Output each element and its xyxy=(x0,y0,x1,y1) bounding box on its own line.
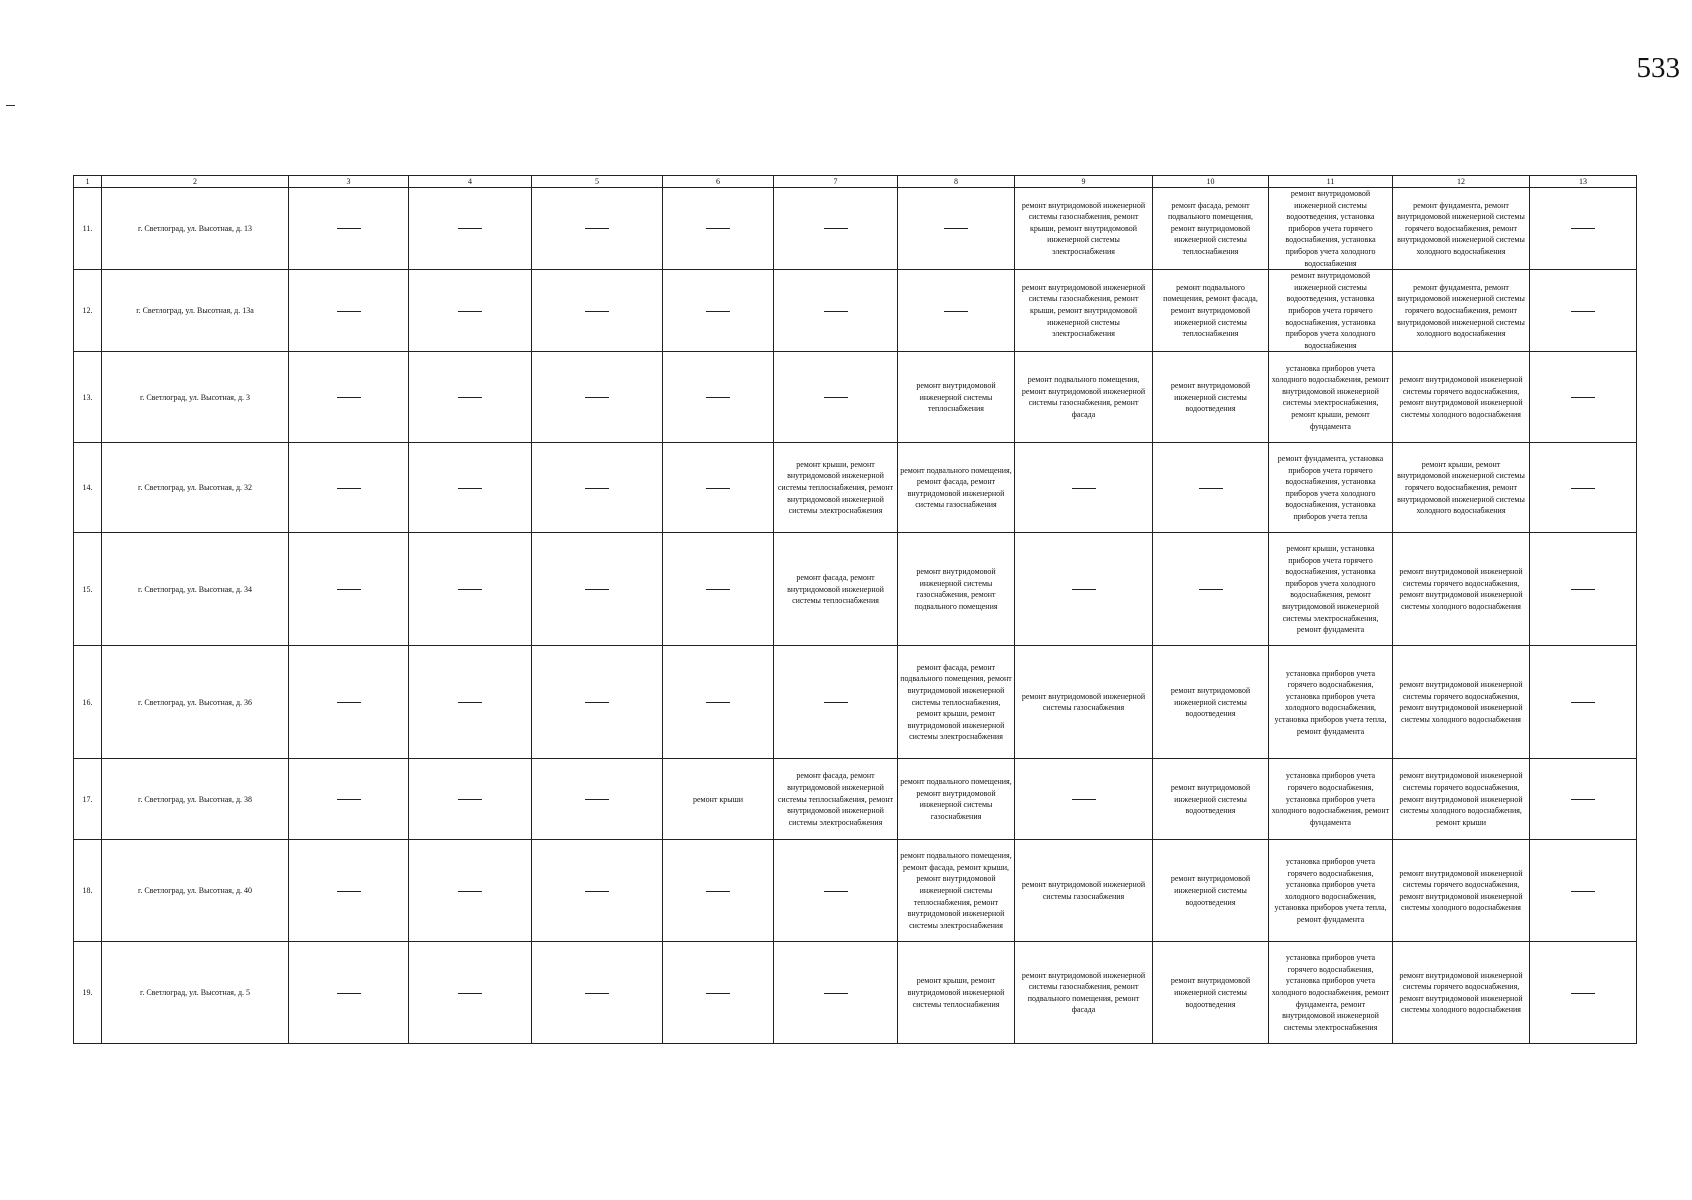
dash-mark xyxy=(458,799,482,800)
empty-cell xyxy=(774,352,898,443)
empty-cell xyxy=(1015,759,1153,840)
work-cell: ремонт внутридомовой инженерной системы водоотведения xyxy=(1153,352,1269,443)
column-number-cell: 7 xyxy=(774,176,898,188)
work-cell: ремонт фундамента, ремонт внутридомовой инженерной системы горячего водоснабжения, ремонт внутридомовой инженерной системы холодного водоснабжения xyxy=(1393,270,1530,352)
empty-cell xyxy=(663,188,774,270)
dash-mark xyxy=(1072,488,1096,489)
empty-cell xyxy=(409,840,532,942)
column-number-cell: 8 xyxy=(898,176,1015,188)
work-cell: ремонт внутридомовой инженерной системы водоотведения xyxy=(1153,646,1269,759)
dash-mark xyxy=(706,488,730,489)
dash-mark xyxy=(585,311,609,312)
column-number-row xyxy=(74,176,1637,188)
work-cell: ремонт внутридомовой инженерной системы газоснабжения, ремонт крыши, ремонт внутридомовой инженерной системы электроснабжения xyxy=(1015,270,1153,352)
column-number-cell: 1 xyxy=(74,176,102,188)
empty-cell xyxy=(774,188,898,270)
work-cell: ремонт внутридомовой инженерной системы горячего водоснабжения, ремонт внутридомовой инженерной системы холодного водоснабжения xyxy=(1393,942,1530,1044)
empty-cell xyxy=(663,352,774,443)
work-cell: ремонт внутридомовой инженерной системы газоснабжения, ремонт подвального помещения, ремонт фасада xyxy=(1015,942,1153,1044)
empty-cell xyxy=(1530,352,1637,443)
work-cell: ремонт подвального помещения, ремонт фасада, ремонт внутридомовой инженерной системы газоснабжения xyxy=(898,443,1015,533)
dash-mark xyxy=(1571,228,1595,229)
work-cell: ремонт внутридомовой инженерной системы водоотведения xyxy=(1153,840,1269,942)
work-cell: ремонт внутридомовой инженерной системы газоснабжения, ремонт подвального помещения xyxy=(898,533,1015,646)
table-row xyxy=(74,840,1637,942)
empty-cell xyxy=(532,942,663,1044)
dash-mark xyxy=(706,228,730,229)
dash-mark xyxy=(585,799,609,800)
dash-mark xyxy=(1571,488,1595,489)
row-number: 17. xyxy=(74,759,102,840)
empty-cell xyxy=(289,443,409,533)
work-cell: ремонт подвального помещения, ремонт внутридомовой инженерной системы газоснабжения, ремонт фасада xyxy=(1015,352,1153,443)
dash-mark xyxy=(458,702,482,703)
work-cell: ремонт внутридомовой инженерной системы горячего водоснабжения, ремонт внутридомовой инженерной системы холодного водоснабжения xyxy=(1393,646,1530,759)
dash-mark xyxy=(337,993,361,994)
column-number-cell: 12 xyxy=(1393,176,1530,188)
dash-mark xyxy=(824,228,848,229)
dash-mark xyxy=(337,799,361,800)
column-number-cell: 4 xyxy=(409,176,532,188)
dash-mark xyxy=(458,397,482,398)
empty-cell xyxy=(289,533,409,646)
work-cell: ремонт внутридомовой инженерной системы газоснабжения xyxy=(1015,840,1153,942)
column-number-cell: 6 xyxy=(663,176,774,188)
row-number: 13. xyxy=(74,352,102,443)
address-cell: г. Светлоград, ул. Высотная, д. 36 xyxy=(102,646,289,759)
empty-cell xyxy=(409,759,532,840)
dash-mark xyxy=(944,228,968,229)
work-cell: ремонт внутридомовой инженерной системы теплоснабжения xyxy=(898,352,1015,443)
table-row xyxy=(74,533,1637,646)
work-cell: установка приборов учета горячего водоснабжения, установка приборов учета холодного водоснабжения, ремонт фундамента xyxy=(1269,759,1393,840)
work-cell: ремонт крыши, ремонт внутридомовой инженерной системы горячего водоснабжения, ремонт внутридомовой инженерной системы холодного водоснабжения xyxy=(1393,443,1530,533)
empty-cell xyxy=(1153,533,1269,646)
work-cell: ремонт внутридомовой инженерной системы горячего водоснабжения, ремонт внутридомовой инженерной системы холодного водоснабжения xyxy=(1393,352,1530,443)
row-number: 19. xyxy=(74,942,102,1044)
dash-mark xyxy=(1072,799,1096,800)
dash-mark xyxy=(824,702,848,703)
dash-mark xyxy=(944,311,968,312)
dash-mark xyxy=(337,228,361,229)
address-cell: г. Светлоград, ул. Высотная, д. 3 xyxy=(102,352,289,443)
dash-mark xyxy=(458,589,482,590)
column-number-cell: 10 xyxy=(1153,176,1269,188)
dash-mark xyxy=(1571,702,1595,703)
work-cell: ремонт крыши, ремонт внутридомовой инженерной системы теплоснабжения xyxy=(898,942,1015,1044)
work-cell: ремонт подвального помещения, ремонт фасада, ремонт крыши, ремонт внутридомовой инженерной системы теплоснабжения, ремонт внутридомовой инженерной системы электроснабжения xyxy=(898,840,1015,942)
empty-cell xyxy=(532,352,663,443)
work-cell: ремонт внутридомовой инженерной системы газоснабжения xyxy=(1015,646,1153,759)
address-cell: г. Светлоград, ул. Высотная, д. 13а xyxy=(102,270,289,352)
empty-cell xyxy=(663,840,774,942)
empty-cell xyxy=(409,443,532,533)
dash-mark xyxy=(706,891,730,892)
empty-cell xyxy=(1530,533,1637,646)
address-cell: г. Светлоград, ул. Высотная, д. 32 xyxy=(102,443,289,533)
work-cell: ремонт внутридомовой инженерной системы водоотведения xyxy=(1153,759,1269,840)
table-row xyxy=(74,352,1637,443)
work-cell: ремонт крыши, установка приборов учета горячего водоснабжения, установка приборов учета холодного водоснабжения, ремонт внутридомовой инженерной системы электроснабжения, ремонт фундамента xyxy=(1269,533,1393,646)
work-cell: ремонт внутридомовой инженерной системы водоотведения, установка приборов учета горячего водоснабжения, установка приборов учета холодного водоснабжения xyxy=(1269,188,1393,270)
address-cell: г. Светлоград, ул. Высотная, д. 38 xyxy=(102,759,289,840)
dash-mark xyxy=(824,891,848,892)
dash-mark xyxy=(337,488,361,489)
empty-cell xyxy=(532,533,663,646)
dash-mark xyxy=(1571,993,1595,994)
empty-cell xyxy=(663,533,774,646)
empty-cell xyxy=(774,840,898,942)
address-cell: г. Светлоград, ул. Высотная, д. 40 xyxy=(102,840,289,942)
dash-mark xyxy=(1199,589,1223,590)
work-cell: ремонт фасада, ремонт подвального помещения, ремонт внутридомовой инженерной системы теплоснабжения, ремонт крыши, ремонт внутридомовой инженерной системы электроснабжения xyxy=(898,646,1015,759)
empty-cell xyxy=(409,533,532,646)
table-row xyxy=(74,759,1637,840)
empty-cell xyxy=(1530,646,1637,759)
dash-mark xyxy=(337,702,361,703)
table-row xyxy=(74,188,1637,270)
table-row xyxy=(74,270,1637,352)
column-number-cell: 2 xyxy=(102,176,289,188)
empty-cell xyxy=(898,188,1015,270)
empty-cell xyxy=(1015,443,1153,533)
dash-mark xyxy=(585,993,609,994)
empty-cell xyxy=(1530,443,1637,533)
empty-cell xyxy=(898,270,1015,352)
table-row xyxy=(74,942,1637,1044)
work-cell: установка приборов учета холодного водоснабжения, ремонт внутридомовой инженерной системы электроснабжения, ремонт крыши, ремонт фундамента xyxy=(1269,352,1393,443)
dash-mark xyxy=(458,993,482,994)
work-cell: ремонт фасада, ремонт внутридомовой инженерной системы теплоснабжения xyxy=(774,533,898,646)
column-number-cell: 13 xyxy=(1530,176,1637,188)
dash-mark xyxy=(706,702,730,703)
empty-cell xyxy=(663,443,774,533)
empty-cell xyxy=(289,352,409,443)
empty-cell xyxy=(409,270,532,352)
row-number: 16. xyxy=(74,646,102,759)
empty-cell xyxy=(532,759,663,840)
table-row xyxy=(74,443,1637,533)
work-cell: ремонт фундамента, установка приборов учета горячего водоснабжения, установка приборов учета холодного водоснабжения, установка приборов учета тепла xyxy=(1269,443,1393,533)
empty-cell xyxy=(409,188,532,270)
row-number: 14. xyxy=(74,443,102,533)
empty-cell xyxy=(774,270,898,352)
dash-mark xyxy=(706,993,730,994)
empty-cell xyxy=(774,646,898,759)
work-cell: ремонт фасада, ремонт внутридомовой инженерной системы теплоснабжения, ремонт внутридомовой инженерной системы электроснабжения xyxy=(774,759,898,840)
address-cell: г. Светлоград, ул. Высотная, д. 34 xyxy=(102,533,289,646)
column-number-cell: 9 xyxy=(1015,176,1153,188)
work-cell: ремонт внутридомовой инженерной системы горячего водоснабжения, ремонт внутридомовой инженерной системы холодного водоснабжения xyxy=(1393,840,1530,942)
empty-cell xyxy=(289,759,409,840)
address-cell: г. Светлоград, ул. Высотная, д. 13 xyxy=(102,188,289,270)
dash-mark xyxy=(1571,397,1595,398)
column-number-cell: 3 xyxy=(289,176,409,188)
dash-mark xyxy=(706,589,730,590)
work-cell: ремонт внутридомовой инженерной системы водоотведения, установка приборов учета горячего водоснабжения, установка приборов учета холодного водоснабжения xyxy=(1269,270,1393,352)
dash-mark xyxy=(585,397,609,398)
dash-mark xyxy=(1072,589,1096,590)
work-cell: ремонт внутридомовой инженерной системы горячего водоснабжения, ремонт внутридомовой инженерной системы холодного водоснабжения xyxy=(1393,533,1530,646)
empty-cell xyxy=(532,188,663,270)
work-cell: ремонт внутридомовой инженерной системы водоотведения xyxy=(1153,942,1269,1044)
dash-mark xyxy=(824,311,848,312)
empty-cell xyxy=(1530,270,1637,352)
work-cell: установка приборов учета горячего водоснабжения, установка приборов учета холодного водоснабжения, установка приборов учета тепла, ремонт фундамента xyxy=(1269,840,1393,942)
dash-mark xyxy=(824,397,848,398)
empty-cell xyxy=(289,942,409,1044)
work-cell: ремонт фундамента, ремонт внутридомовой инженерной системы горячего водоснабжения, ремонт внутридомовой инженерной системы холодного водоснабжения xyxy=(1393,188,1530,270)
empty-cell xyxy=(663,270,774,352)
dash-mark xyxy=(337,891,361,892)
dash-mark xyxy=(458,488,482,489)
empty-cell xyxy=(409,352,532,443)
empty-cell xyxy=(532,840,663,942)
dash-mark xyxy=(585,488,609,489)
empty-cell xyxy=(1153,443,1269,533)
repair-schedule-table xyxy=(73,175,1637,1044)
dash-mark xyxy=(1571,891,1595,892)
empty-cell xyxy=(774,942,898,1044)
empty-cell xyxy=(409,646,532,759)
empty-cell xyxy=(532,646,663,759)
work-cell: ремонт крыши, ремонт внутридомовой инженерной системы теплоснабжения, ремонт внутридомовой инженерной системы электроснабжения xyxy=(774,443,898,533)
work-cell: ремонт подвального помещения, ремонт внутридомовой инженерной системы газоснабжения xyxy=(898,759,1015,840)
dash-mark xyxy=(1199,488,1223,489)
dash-mark xyxy=(337,311,361,312)
dash-mark xyxy=(1571,311,1595,312)
work-cell: ремонт подвального помещения, ремонт фасада, ремонт внутридомовой инженерной системы теплоснабжения xyxy=(1153,270,1269,352)
dash-mark xyxy=(1571,589,1595,590)
work-cell: установка приборов учета горячего водоснабжения, установка приборов учета холодного водоснабжения, ремонт фундамента, ремонт внутридомовой инженерной системы электроснабжения xyxy=(1269,942,1393,1044)
dash-mark xyxy=(337,589,361,590)
dash-mark xyxy=(337,397,361,398)
column-number-cell: 5 xyxy=(532,176,663,188)
empty-cell xyxy=(289,188,409,270)
row-number: 11. xyxy=(74,188,102,270)
empty-cell xyxy=(289,270,409,352)
empty-cell xyxy=(663,942,774,1044)
work-cell: ремонт внутридомовой инженерной системы газоснабжения, ремонт крыши, ремонт внутридомовой инженерной системы электроснабжения xyxy=(1015,188,1153,270)
empty-cell xyxy=(289,840,409,942)
dash-mark xyxy=(706,311,730,312)
row-number: 12. xyxy=(74,270,102,352)
work-cell: установка приборов учета горячего водоснабжения, установка приборов учета холодного водоснабжения, установка приборов учета тепла, ремонт фундамента xyxy=(1269,646,1393,759)
address-cell: г. Светлоград, ул. Высотная, д. 5 xyxy=(102,942,289,1044)
dash-mark xyxy=(706,397,730,398)
work-cell: ремонт внутридомовой инженерной системы горячего водоснабжения, ремонт внутридомовой инженерной системы холодного водоснабжения, ремонт крыши xyxy=(1393,759,1530,840)
empty-cell xyxy=(532,443,663,533)
empty-cell xyxy=(1530,840,1637,942)
empty-cell xyxy=(1530,759,1637,840)
empty-cell xyxy=(409,942,532,1044)
empty-cell xyxy=(289,646,409,759)
table-body xyxy=(74,176,1637,1044)
dash-mark xyxy=(824,993,848,994)
empty-cell xyxy=(1530,188,1637,270)
dash-mark xyxy=(458,891,482,892)
table-row xyxy=(74,646,1637,759)
dash-mark xyxy=(585,702,609,703)
empty-cell xyxy=(663,646,774,759)
dash-mark xyxy=(585,589,609,590)
work-cell: ремонт фасада, ремонт подвального помещения, ремонт внутридомовой инженерной системы теплоснабжения xyxy=(1153,188,1269,270)
empty-cell xyxy=(1530,942,1637,1044)
empty-cell xyxy=(532,270,663,352)
dash-mark xyxy=(458,311,482,312)
row-number: 18. xyxy=(74,840,102,942)
dash-mark xyxy=(585,891,609,892)
page-number: 533 xyxy=(1636,52,1680,84)
dash-mark xyxy=(1571,799,1595,800)
margin-mark xyxy=(6,105,15,106)
work-cell: ремонт крыши xyxy=(663,759,774,840)
column-number-cell: 11 xyxy=(1269,176,1393,188)
empty-cell xyxy=(1015,533,1153,646)
row-number: 15. xyxy=(74,533,102,646)
dash-mark xyxy=(458,228,482,229)
dash-mark xyxy=(585,228,609,229)
